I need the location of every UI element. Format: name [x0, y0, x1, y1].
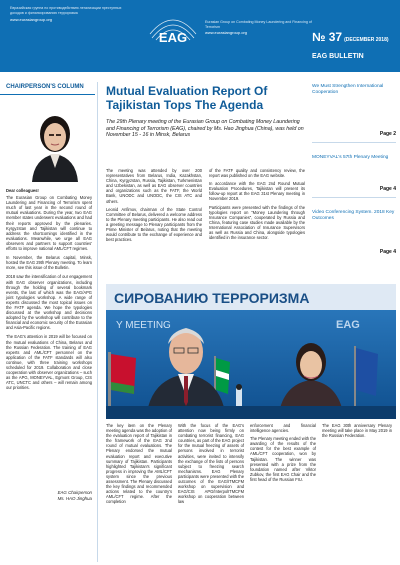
article-paragraph: enforcement and financial intelligence agencies.	[250, 423, 316, 434]
toc-divider	[312, 142, 396, 143]
conference-table	[106, 406, 396, 419]
signature-role: EAG Chairperson	[57, 490, 92, 495]
article-column-1	[106, 168, 202, 245]
chairperson-portrait	[20, 100, 90, 182]
toc-link-moneyval[interactable]: MONEYVAL's 57th Plenary Meeting	[312, 155, 389, 160]
eag-logo	[148, 12, 198, 54]
masthead-english-name: Eurasian Group on Combating Money Laundering and Financing of Terrorism	[205, 20, 312, 29]
masthead	[0, 0, 400, 72]
logo-text: EAG	[158, 30, 188, 45]
toc-page-number: Page 4	[379, 186, 396, 192]
letter-paragraph: The Eurasian Group on Combating Money Laundering and Financing of Terrorism spent much of last year in the second round of mutual evaluations. During the year, two EAG member states underwent evaluations and had their reports approved by the plenaries. Kyrgyzstan and Tajikistan will continue to address the shortcomings identified in the evaluations. Meanwhile, we urge all EAG observers and partners to support countries' efforts to improve national AML/CFT regimes.	[6, 195, 92, 252]
masthead-left-url[interactable]: www.eurasiangroup.org	[10, 17, 53, 22]
article-paragraph: The EAG 30th anniversary Plenary meeting will take place in May 2019 in the Russian Federation.	[322, 423, 392, 439]
backdrop-logo-text: EAG	[336, 319, 360, 331]
article-paragraph: of the FATF quality and consistency review, the report was published on the EAG website.	[209, 168, 305, 179]
banner-text: СИРОВАНИЮ ТЕРРОРИЗМА	[114, 290, 310, 306]
divider	[0, 94, 95, 95]
article-paragraph: With the focus of the EAG's attention now being firmly on combating terrorist financing, EAG countries, as part of the EAG project for the mutual freezing of assets of persons involved in terrorist activities, were invited to intensify the exchange of the lists of persons subject to freezing search mechanisms. EAG Plenary participants were presented with the outcomes of the EAG/ITMCFM workshop on supervision and EAG/CIS APG/InterpolITMCFM workshop on cooperation between law	[178, 423, 244, 505]
toc-page-number: Page 2	[379, 131, 396, 137]
article-column-3	[106, 423, 172, 508]
issue-info	[312, 30, 389, 44]
letter-paragraph: The EAG's attention in 2019 will be focused on the mutual evaluations of China, Belarus and the Russian Federation. The training of EAG experts and AML/CFT personnel on the application of the FATF standards will also continue, with three training workshops scheduled for 2019. Collaboration and close cooperation with observer organizations – such as the APG, MONEYVAL, Egmont Group, CIS ATC, UNCTC and others – will remain among our priorities.	[6, 334, 92, 391]
article-paragraph: Leonid Anfimov, chairman of the State Control Committee of Belarus, delivered a welcome address to the Plenary meeting participants. He also read out a greeting message to Plenary participants from the Prime Minister of Belarus, noting that the meeting would contribute to the exchange of experience and best practices.	[106, 206, 202, 243]
toc-page-number: Page 4	[379, 249, 396, 255]
chairperson-column-tab: CHAIRPERSON'S COLUMN	[6, 84, 84, 90]
article-column-2	[209, 168, 305, 243]
chairperson-signature	[6, 490, 92, 501]
article-column-5	[250, 423, 316, 485]
article-paragraph: Participants were presented with the findings of the typologies report on "Money Laundering through Insurance Companies", cooperated by Russia and China, featuring case studies made available by the International Association of Insurance Supervisors as well as Russia and China, alongside typologies identified in the insurance sector.	[209, 204, 305, 241]
masthead-russian-name: Евразийская группа по противодействию легализации преступных доходов и финансированию терроризма	[10, 6, 122, 15]
column-divider	[97, 82, 98, 562]
article-column-4	[178, 423, 244, 508]
article-paragraph: In accordance with the EAG 2nd Round Mutual Evaluation Procedures, Tajikistan will present its follow-up report at the EAG 31st Plenary meeting in November 2019.	[209, 181, 305, 202]
toc-link-video-conferencing[interactable]: Video Conferencing System. 2018 Key Outcomes	[312, 210, 395, 221]
article-paragraph: The meeting was attended by over 200 representatives from Belarus, India, Kazakhstan, China, Kyrgyzstan, Russia, Tajikistan, Turkmenistan and Uzbekistan, as well as EAG observer countries and organizations such as the FATF, the World Bank, UNODC and UNODC, the CIS ATC and others.	[106, 168, 202, 204]
bulletin-title: EAG BULLETIN	[312, 53, 364, 60]
article-column-6	[322, 423, 392, 441]
plenary-meeting-photo	[106, 284, 396, 419]
letter-paragraph: In November, the Belarus capital, Minsk, hosted the EAG 29th Plenary meeting. To learn more, see this issue of the Bulletin.	[6, 255, 92, 271]
masthead-center	[205, 20, 315, 35]
masthead-left	[10, 6, 130, 22]
issue-date: (DECEMBER 2018)	[344, 37, 389, 43]
article-paragraph: The Plenary meeting ended with the awarding of the results of the contest for the best example of AML/CFT cooperation, won by Tajikistan. The winner was presented with a prize from the foundation named after Viktor Zubkov, the first EAG Chair and the first head of the Russian FIU.	[250, 436, 316, 482]
masthead-center-url[interactable]: www.eurasiangroup.org	[205, 30, 248, 35]
article-paragraph: The key item on the Plenary meeting agenda was the adoption of the evaluation report of Tajikistan in the framework of the EAG 2nd round of mutual evaluations. The Plenary endorsed the mutual evaluation report and executive summary of Tajikistan. Participants highlighted Tajikistan's significant progress in improving the AML/CFT system since the previous assessment. The Plenary discussed the key findings and recommended actions related to the country's AML/CFT regime. After the completion	[106, 423, 173, 505]
plenary-photo-illustration	[106, 284, 396, 419]
article-lead: The 29th Plenary meeting of the Eurasian Group on Combating Money Laundering and Financing of Terrorism (EAG), chaired by Ms. Hao Jinghua (China), was held on November 15 - 16 in Minsk, Belarus	[106, 119, 304, 139]
issue-number: № 37	[312, 30, 343, 44]
letter-greeting: Dear colleagues!	[6, 188, 39, 193]
microphone	[236, 388, 242, 406]
article-title: Mutual Evaluation Report Of Tajikistan Tops The Agenda	[106, 84, 268, 112]
banner-subtext: Y MEETING	[116, 320, 171, 331]
toc-divider	[312, 197, 396, 198]
toc-link-cooperation[interactable]: We Must Strengthen International Cooperation	[312, 84, 384, 95]
chairperson-letter	[6, 188, 92, 394]
letter-paragraph: 2018 saw the intensification of our engagement with EAG observer organizations, including through the holding of several bookmark events, the last of which was the EAG/APG joint typologies workshop. A wide range of experts discussed the most topical issues on the FATF agenda. We hope the typologies discussed at the workshop and decisions adopted by the workshop will contribute to the financial and economic security of the Eurasian and Asia-Pacific regions.	[6, 274, 92, 331]
signature-name: Ms. HAO Jinghua	[57, 495, 92, 501]
